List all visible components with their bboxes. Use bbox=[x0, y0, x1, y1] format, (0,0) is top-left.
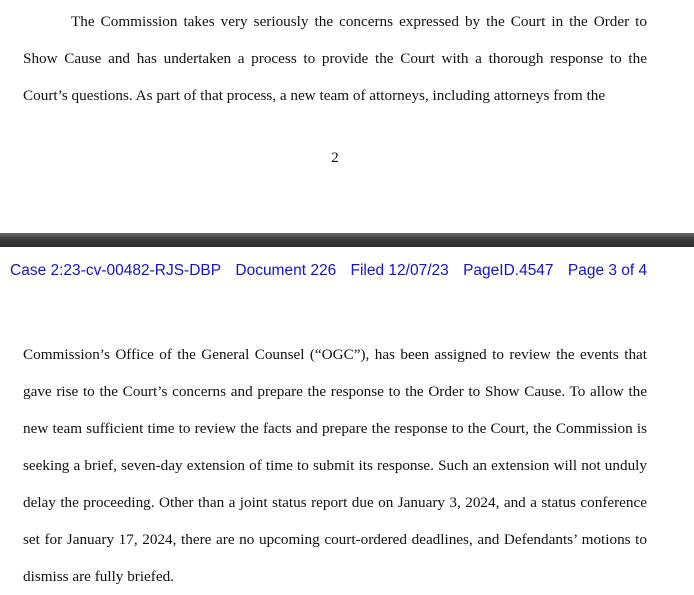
paragraph-commission-concerns bbox=[23, 3, 647, 114]
page-separator bbox=[0, 233, 694, 247]
paragraph-ogc-extension bbox=[23, 336, 647, 595]
page-2-bottom bbox=[0, 0, 694, 232]
text-line: Commission is seeking a brief, seven-day extension of time to submit its response. Such an bbox=[23, 420, 647, 474]
text-line: 2024, and a status conference set for January 17, 2024, there are no upcoming court-ordered bbox=[23, 494, 647, 548]
page-number: 2 bbox=[331, 150, 339, 166]
text-line: deadlines, and Defendants’ motions to dismiss are fully briefed. bbox=[23, 531, 647, 585]
text-line: that gave rise to the Court’s concerns and prepare the response to the Order to Show Cause. To bbox=[23, 346, 648, 400]
text-line: extension will not unduly delay the proceeding. Other than a joint status report due on January 3, bbox=[23, 457, 647, 511]
header-document: Document 226 bbox=[235, 262, 337, 279]
ecf-header bbox=[10, 262, 657, 280]
header-page-count: Page 3 of 4 bbox=[567, 262, 648, 279]
header-filed-date: Filed 12/07/23 bbox=[350, 262, 449, 279]
text-line: Commission’s Office of the General Counsel (“OGC”), has been assigned to review the events bbox=[23, 346, 619, 363]
text-line: allow the new team sufficient time to review the facts and prepare the response to the Court, the bbox=[23, 383, 648, 437]
text-line: Court’s questions. As part of that process, a new team of attorneys, including attorneys from the bbox=[23, 87, 606, 104]
text-line: The Commission takes very seriously the concerns expressed by the Court in the Order to bbox=[71, 13, 647, 30]
header-case-number: Case 2:23-cv-00482-RJS-DBP bbox=[10, 262, 222, 279]
text-line: Show Cause and has undertaken a process to provide the Court with a thorough response to the bbox=[23, 50, 647, 67]
header-page-id: PageID.4547 bbox=[463, 262, 554, 279]
